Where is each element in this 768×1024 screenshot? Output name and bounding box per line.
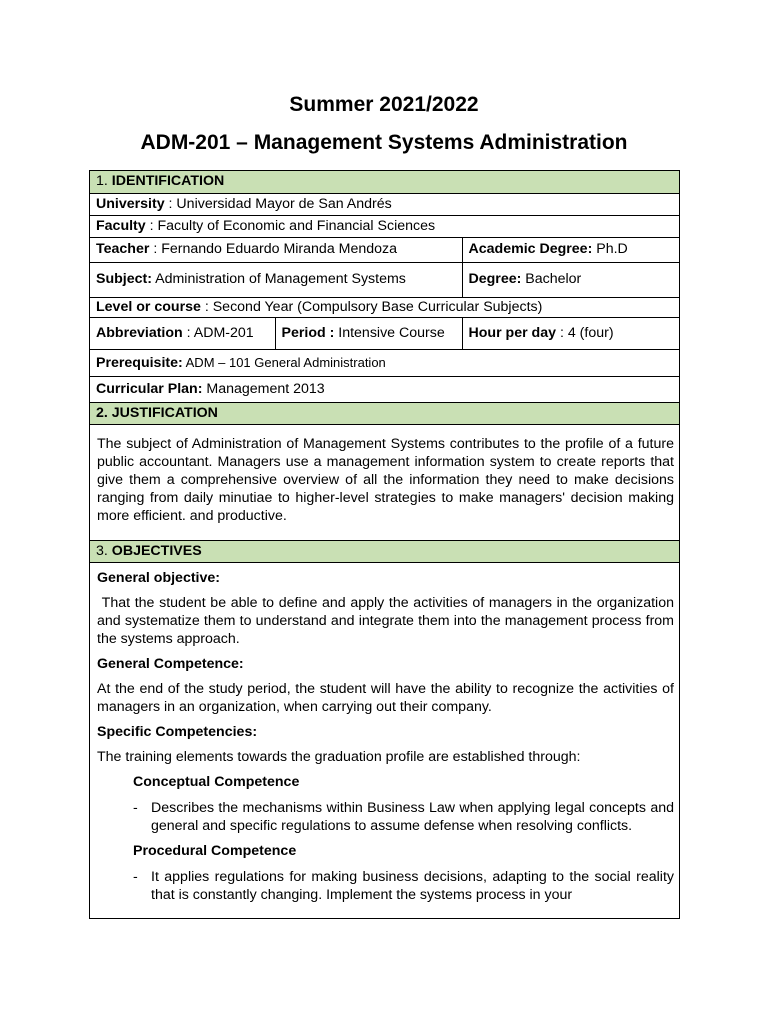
degree-label: Degree: [468,271,522,287]
hours-label: Hour per day [468,324,557,341]
teacher-label: Teacher [96,241,150,257]
subject-value: Administration of Management Systems [151,271,406,287]
subject-label: Subject: [96,271,152,287]
level-value: : Second Year (Compulsory Base Curricular Subjects) [200,298,543,315]
curricular-value: Management 2013 [202,380,325,397]
specific-competencies-intro: The training elements towards the graduation profile are established through: [97,748,581,765]
level-cell [90,297,680,317]
course-title: ADM-201 – Management Systems Administration [140,131,628,154]
syllabus-table [90,171,680,911]
justification-header-row [90,402,680,424]
objectives-content [90,562,680,911]
procedural-competence-heading: Procedural Competence [133,842,297,859]
bullet-dash: - [133,868,138,885]
objectives-row [90,562,680,911]
subject-cell [90,262,462,297]
objectives-header-row [90,540,680,562]
prerequisite-value: ADM – 101 General Administration [182,354,386,370]
conceptual-competence-item: - Describes the mechanisms within Business Law when applying legal concepts and general and specific regulations to assume defense when resolving conflicts. [133,799,674,834]
academic-degree-cell [462,237,680,262]
teacher-row [90,237,680,262]
period-cell [275,317,462,349]
university-label: University [96,195,165,212]
general-objective-heading: General objective: [97,569,221,586]
specific-competencies-heading: Specific Competencies: [97,723,258,740]
faculty-cell [90,215,680,237]
abbreviation-value: : ADM-201 [182,324,254,341]
faculty-label: Faculty [96,217,146,234]
academic-degree-value: Ph.D [592,241,628,257]
subject-row [90,262,680,297]
faculty-value: : Faculty of Economic and Financial Sciences [145,217,436,234]
curricular-row [90,376,680,402]
teacher-cell [90,237,462,262]
university-cell [90,193,680,215]
degree-value: Bachelor [521,271,582,287]
justification-header: 2. JUSTIFICATION [90,402,680,424]
level-label: Level or course [96,298,201,315]
syllabus-table-frame [89,170,680,919]
level-row [90,297,680,317]
university-value: : Universidad Mayor de San Andrés [164,195,392,212]
identification-header: 1. IDENTIFICATION [90,171,680,193]
academic-degree-label: Academic Degree: [468,241,593,257]
procedural-competence-item: - It applies regulations for making business decisions, adapting to the social reality that is constantly changing. Implement the systems process in your [133,868,674,903]
degree-cell [462,262,680,297]
prerequisite-cell [90,349,680,376]
abbreviation-label: Abbreviation [96,324,183,341]
curricular-cell [90,376,680,402]
university-row [90,193,680,215]
identification-header-row [90,171,680,193]
objectives-header: 3. OBJECTIVES [90,540,680,562]
prerequisite-label: Prerequisite: [96,354,183,371]
justification-text: The subject of Administration of Management Systems contributes to the profile of a future public accountant. Managers use a management information system to create reports that give them a comprehensive overview of all the information they need to make decisions ranging from daily minutiae to higher-level strategies to make managers' decision making more efficient. and productive. [90,424,680,540]
general-competence-text: At the end of the study period, the student will have the ability to recognize the activities of managers in an organization, when carrying out their company. [97,680,674,715]
justification-row [90,424,680,540]
abbreviation-cell [90,317,275,349]
general-competence-heading: General Competence: [97,655,244,672]
bullet-dash: - [133,799,138,816]
abbreviation-row [90,317,680,349]
prerequisite-row [90,349,680,376]
hours-cell [462,317,680,349]
term-title: Summer 2021/2022 [289,93,479,116]
hours-value: : 4 (four) [556,324,614,341]
period-label: Period : [281,324,335,341]
period-value: Intensive Course [334,324,445,341]
general-objective-text: That the student be able to define and apply the activities of managers in the organization and systematize them to understand and integrate them into the management process from the systems approach. [97,594,678,647]
teacher-value: : Fernando Eduardo Miranda Mendoza [149,241,398,257]
curricular-label: Curricular Plan: [96,380,203,397]
conceptual-competence-heading: Conceptual Competence [133,773,300,790]
faculty-row [90,215,680,237]
